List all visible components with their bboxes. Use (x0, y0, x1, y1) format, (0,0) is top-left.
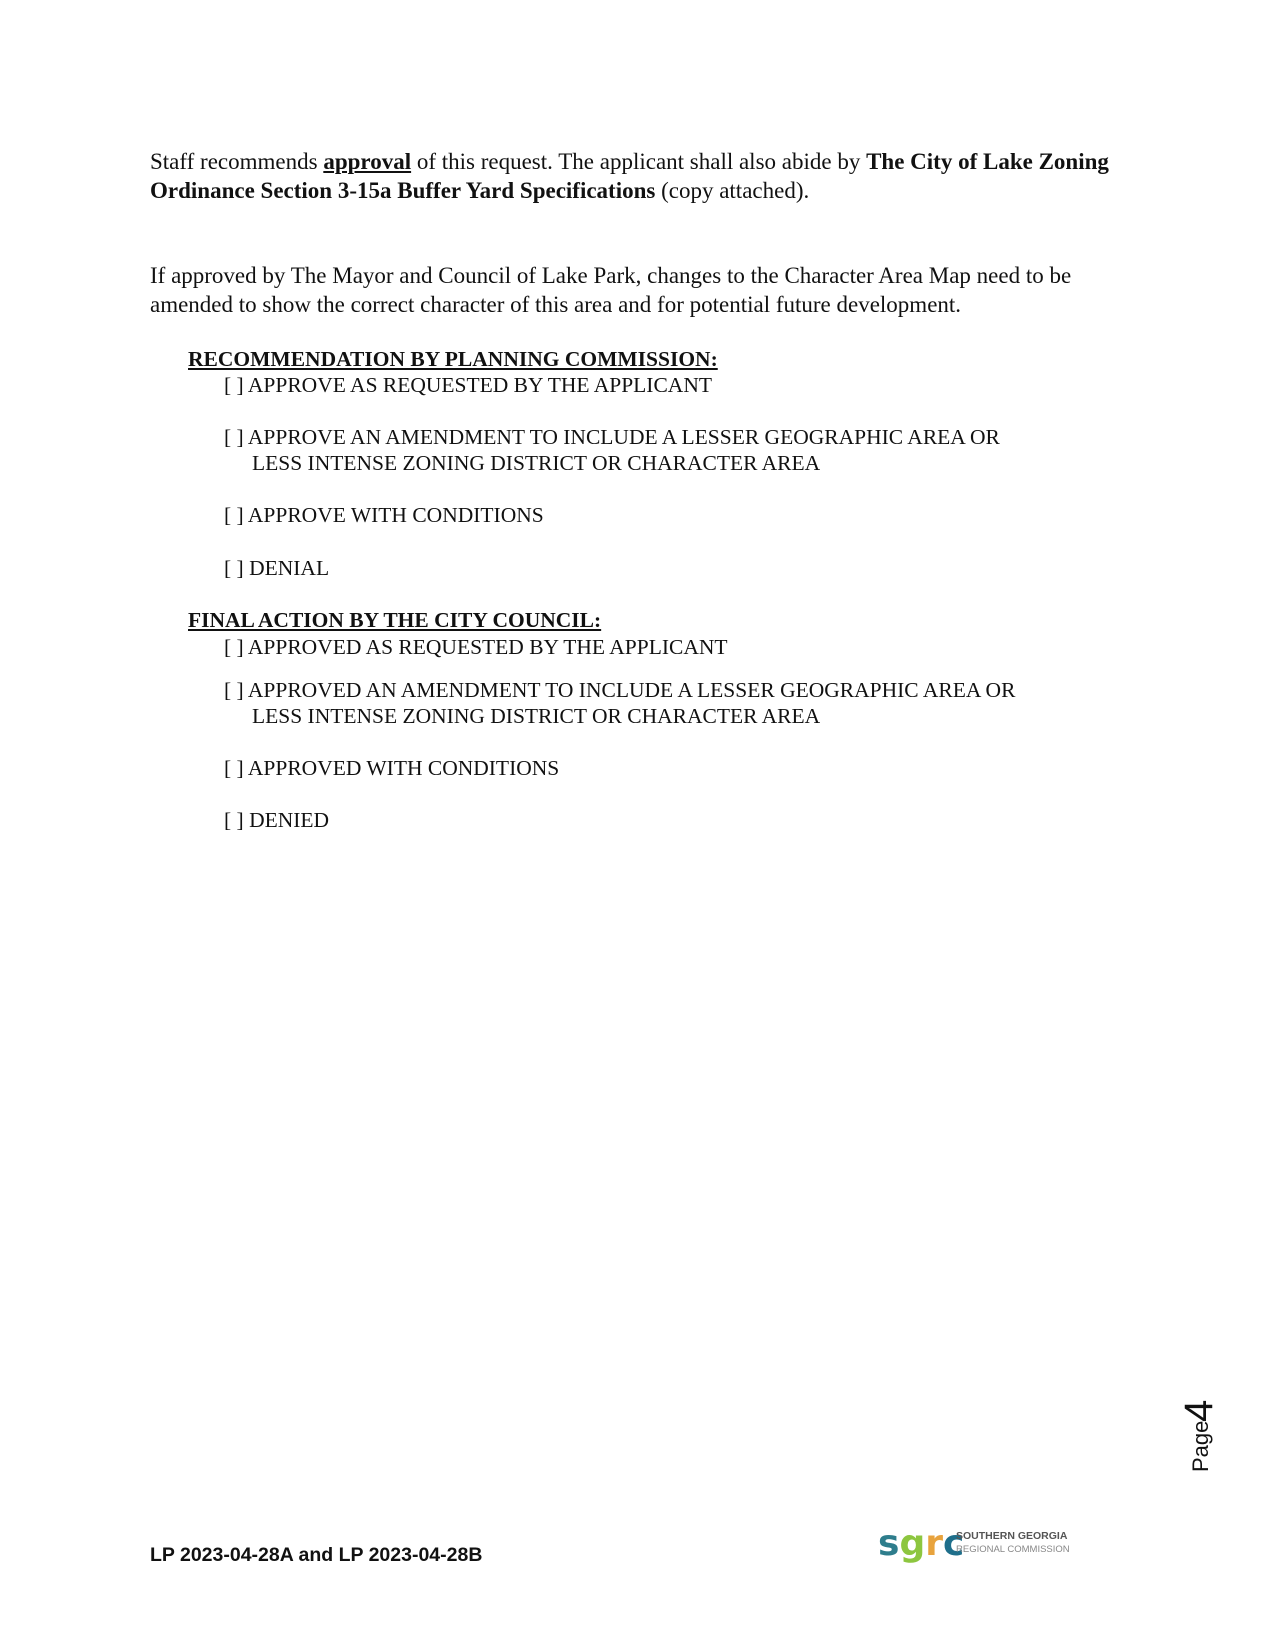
council-option-label: [ ] APPROVED WITH CONDITIONS (224, 756, 560, 780)
council-option-label: [ ] APPROVED AS REQUESTED BY THE APPLICANT (224, 635, 728, 659)
case-ids: LP 2023-04-28A and LP 2023-04-28B (150, 1544, 483, 1566)
page-number-label (1170, 1380, 1230, 1480)
character-map-paragraph: If approved by The Mayor and Council of Lake Park, changes to the Character Area Map need to be amended to show the correct character of this area and for potential future development. (150, 263, 1072, 317)
planning-option-label-continued: LESS INTENSE ZONING DISTRICT OR CHARACTER AREA (252, 451, 821, 475)
council-option-label: [ ] APPROVED AN AMENDMENT TO INCLUDE A LESSER GEOGRAPHIC AREA OR (224, 678, 1016, 702)
planning-option-label: [ ] APPROVE AN AMENDMENT TO INCLUDE A LESSER GEOGRAPHIC AREA OR (224, 425, 1000, 449)
council-option-conditions (224, 755, 559, 781)
planning-option-label: [ ] APPROVE AS REQUESTED BY THE APPLICANT (224, 373, 712, 397)
staff-recommendation-tail: (copy attached). (655, 178, 810, 203)
council-option-denied (224, 807, 329, 833)
staff-recommendation-middle: of this request. The applicant shall also abide by (411, 149, 867, 174)
approval-term: approval (323, 149, 412, 174)
council-option-approved (224, 634, 728, 660)
page-word: Page (1188, 1420, 1213, 1472)
logo-line2: REGIONAL COMMISSION (956, 1544, 1070, 1555)
city-council-heading: FINAL ACTION BY THE CITY COUNCIL: (188, 608, 602, 632)
planning-option-label: [ ] DENIAL (224, 556, 330, 580)
council-option-label-continued: LESS INTENSE ZONING DISTRICT OR CHARACTER AREA (252, 704, 821, 728)
planning-option-denial (224, 555, 329, 581)
planning-option-conditions (224, 502, 544, 528)
planning-option-amendment (224, 424, 1000, 476)
planning-commission-heading: RECOMMENDATION BY PLANNING COMMISSION: (188, 347, 718, 371)
staff-recommendation-lead: Staff recommends (150, 149, 324, 174)
council-option-label: [ ] DENIED (224, 808, 330, 832)
planning-option-approve (224, 372, 712, 398)
page-number: 4 (1177, 1399, 1221, 1422)
ordinance-reference: The City of Lake Zoning Ordinance Section 3-15a Buffer Yard Specifications (150, 149, 1109, 203)
staff-recommendation-paragraph (150, 147, 1140, 205)
planning-option-label: [ ] APPROVE WITH CONDITIONS (224, 503, 544, 527)
logo-line1: SOUTHERN GEORGIA (956, 1530, 1068, 1542)
logo-mark: sgrc (878, 1523, 965, 1564)
council-option-amendment (224, 677, 1015, 729)
sgrc-logo (878, 1522, 1078, 1566)
